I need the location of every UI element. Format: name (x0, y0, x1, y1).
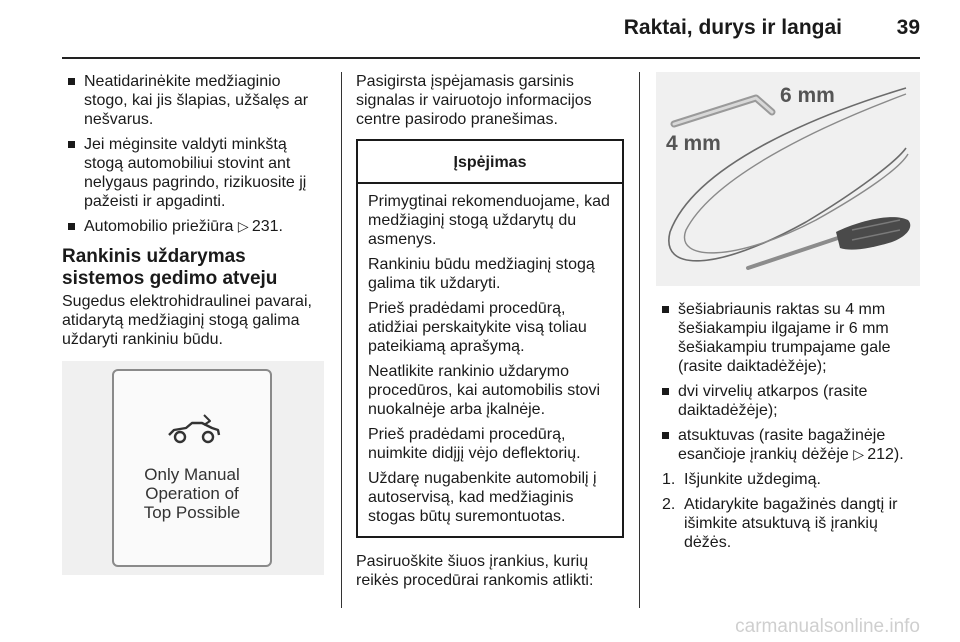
tools-figure (656, 72, 920, 286)
hex-key-6mm-label: 6 mm (780, 84, 835, 107)
paragraph: Pasigirsta įspėjamasis garsinis signalas ir vairuotojo informacijos centre pasirodo pranešimas. (356, 73, 592, 128)
warning-title: Įspėjimas (358, 141, 622, 184)
list-item: atsuktuvas (rasite bagažinėje esančioje įrankių dėžėje ▷ 212). (656, 426, 920, 464)
paragraph: Pasiruoškite šiuos įrankius, kurių reikės procedūrai rankomis atlikti: (356, 553, 594, 589)
list-item: Jei mėginsite valdyti minkštą stogą automobiliui stovint ant nelygaus pagrindo, rizikuosite jį pažeisti ir apgadinti. (62, 135, 324, 211)
dashboard-message-figure (62, 361, 324, 575)
column-divider-1 (341, 72, 342, 608)
header-divider (62, 57, 920, 59)
warning-paragraph: Prieš pradėdami procedūrą, atidžiai perskaitykite visą toliau pateikiamą aprašymą. (368, 300, 587, 355)
step-item (656, 495, 920, 552)
warning-box (356, 139, 624, 538)
list-item: dvi virvelių atkarpos (rasite daiktadėžėje); (656, 382, 920, 420)
warning-paragraph: Neatlikite rankinio uždarymo procedūros, kai automobilis stovi nuokalnėje arba įkalnėje. (368, 363, 601, 418)
paragraph: Sugedus elektrohidraulinei pavarai, atidarytą medžiaginį stogą galima uždaryti rankiniu būdu. (62, 293, 312, 348)
display-panel (112, 369, 272, 567)
warning-paragraph: Rankiniu būdu medžiaginį stogą galima tik uždaryti. (368, 256, 595, 292)
hex-key-4mm-label: 4 mm (666, 132, 721, 155)
cross-reference[interactable]: 231. (251, 218, 283, 235)
chapter-title: Raktai, durys ir langai (623, 16, 842, 39)
page-header (0, 0, 960, 58)
step-number: 2. (662, 496, 676, 513)
watermark: carmanualsonline.info (735, 616, 920, 637)
step-text: Išjunkite uždegimą. (684, 471, 821, 488)
list-item: Neatidarinėkite medžiaginio stogo, kai jis šlapias, užšalęs ar nešvarus. (62, 72, 324, 129)
tools-list (656, 300, 920, 464)
triangle-right-icon: ▷ (237, 218, 249, 234)
convertible-car-icon (166, 411, 222, 447)
cross-reference[interactable]: 212). (867, 446, 904, 463)
display-message: Only Manual Operation of Top Possible (143, 465, 241, 522)
column-1 (62, 72, 324, 575)
column-3 (656, 72, 920, 558)
warning-paragraph: Prieš pradėdami procedūrą, nuimkite didįjį vėjo deflektorių. (368, 426, 581, 462)
step-number: 1. (662, 471, 676, 488)
triangle-right-icon: ▷ (853, 446, 864, 462)
warning-body (358, 184, 622, 536)
bullet-list (62, 72, 324, 236)
warning-paragraph: Uždarę nugabenkite automobilį į autoservisą, kad medžiaginis stogas būtų suremontuotas. (368, 470, 597, 525)
column-2 (356, 72, 624, 590)
list-item: šešiabriaunis raktas su 4 mm šešiakampiu ilgajame ir 6 mm šešiakampiu trumpajame gale (rasite daiktadėžėje); (656, 300, 920, 376)
warning-paragraph: Primygtinai rekomenduojame, kad medžiaginį stogą uždarytų du asmenys. (368, 193, 610, 248)
steps-list (656, 470, 920, 552)
step-item (656, 470, 920, 489)
list-item: Automobilio priežiūra ▷ 231. (62, 217, 324, 236)
section-title: Rankinis uždarymas sistemos gedimo atveju (62, 246, 278, 289)
step-text: Atidarykite bagažinės dangtį ir išimkite atsuktuvą iš įrankių dėžės. (684, 496, 898, 551)
page-number: 39 (896, 16, 920, 39)
column-divider-2 (639, 72, 640, 608)
